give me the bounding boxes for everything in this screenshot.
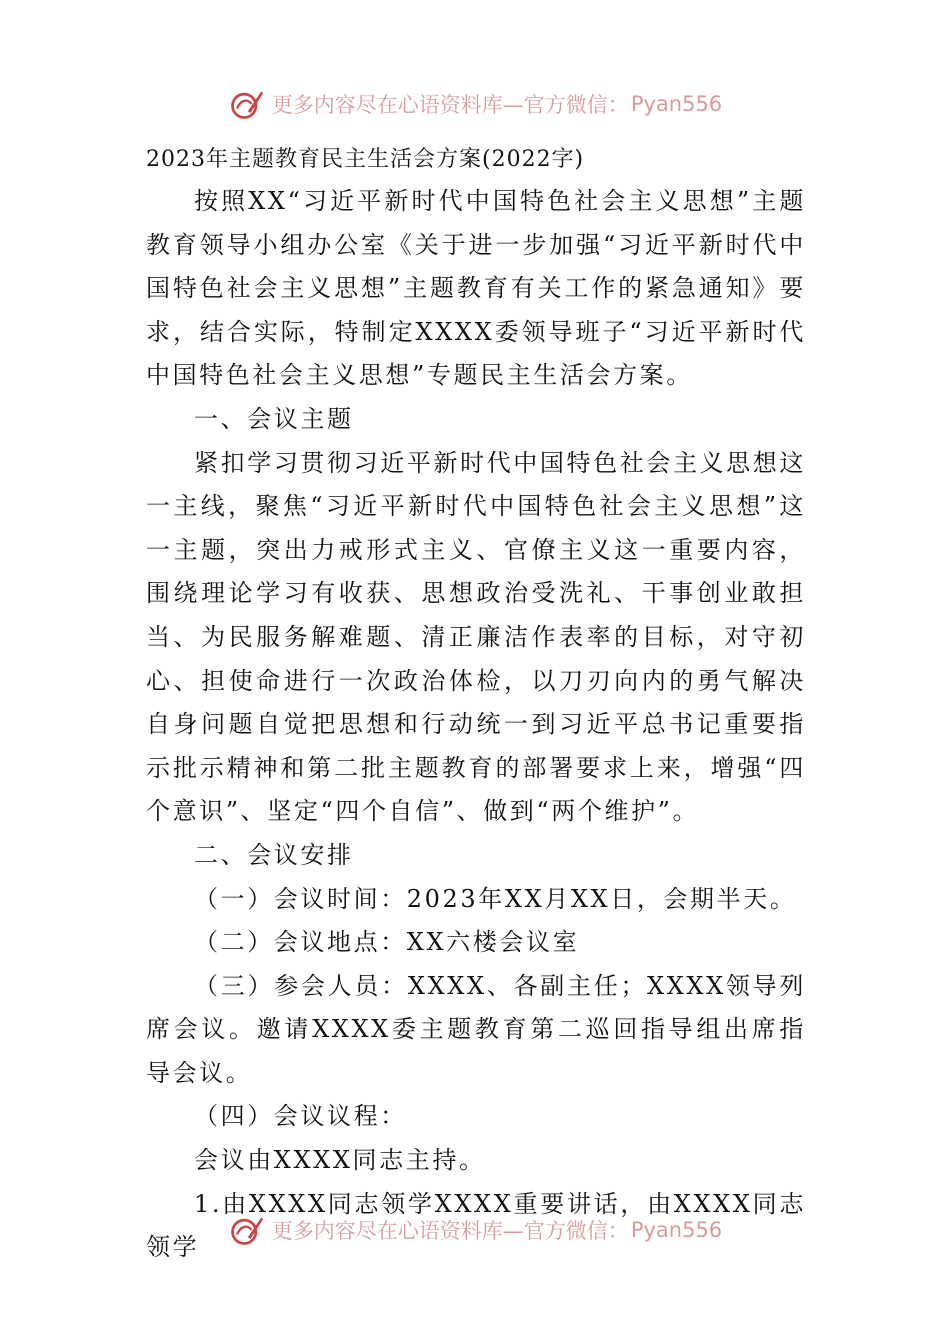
theme-paragraph: 紧扣学习贯彻习近平新时代中国特色社会主义思想这一主线，聚焦“习近平新时代中国特色社会主义思想”这一主题，突出力戒形式主义、官僚主义这一重要内容，围绕理论学习有收获、思想政治受洗礼、干事创业敢担当、为民服务解难题、清正廉洁作表率的目标，对守初心、担使命进行一次政治体检，以刀刃向内的勇气解决自身问题自觉把思想和行动统一到习近平总书记重要指示批示精神和第二批主题教育的部署要求上来，增强“四个意识”、坚定“四个自信”、做到“两个维护”。 — [146, 448, 806, 826]
watermark-handle: Pyan556 — [630, 1218, 723, 1242]
pen-swirl-icon — [228, 1212, 264, 1248]
document-body — [146, 140, 806, 1270]
watermark-text: 更多内容尽在心语资料库—官方微信： — [271, 1219, 629, 1243]
section-heading-arrangement: 二、会议安排 — [194, 840, 354, 869]
watermark-footer — [0, 1210, 950, 1250]
intro-paragraph: 按照XX“习近平新时代中国特色社会主义思想”主题教育领导小组办公室《关于进一步加强“习近平新时代中国特色社会主义思想”主题教育有关工作的紧急通知》要求，结合实际，特制定XXXX委领导班子“习近平新时代中国特色社会主义思想”专题民主生活会方案。 — [146, 187, 806, 390]
watermark-text: 更多内容尽在心语资料库—官方微信： — [271, 93, 629, 117]
document-title: 2023年主题教育民主生活会方案(2022字) — [146, 147, 585, 172]
pen-swirl-icon — [228, 86, 264, 122]
meeting-time: （一）会议时间：2023年XX月XX日，会期半天。 — [194, 884, 797, 913]
section-heading-theme: 一、会议主题 — [194, 404, 354, 433]
watermark-header — [0, 84, 950, 124]
agenda-item-1: 1.由XXXX同志领学XXXX重要讲话，由XXXX同志领学 — [146, 1189, 806, 1262]
meeting-agenda-heading: （四）会议议程： — [194, 1102, 407, 1131]
meeting-attendees: （三）参会人员：XXXX、各副主任；XXXX领导列席会议。邀请XXXX委主题教育第二巡回指导组出席指导会议。 — [146, 971, 806, 1087]
meeting-host: 会议由XXXX同志主持。 — [194, 1146, 486, 1175]
meeting-location: （二）会议地点：XX六楼会议室 — [194, 928, 580, 957]
watermark-handle: Pyan556 — [630, 92, 723, 116]
